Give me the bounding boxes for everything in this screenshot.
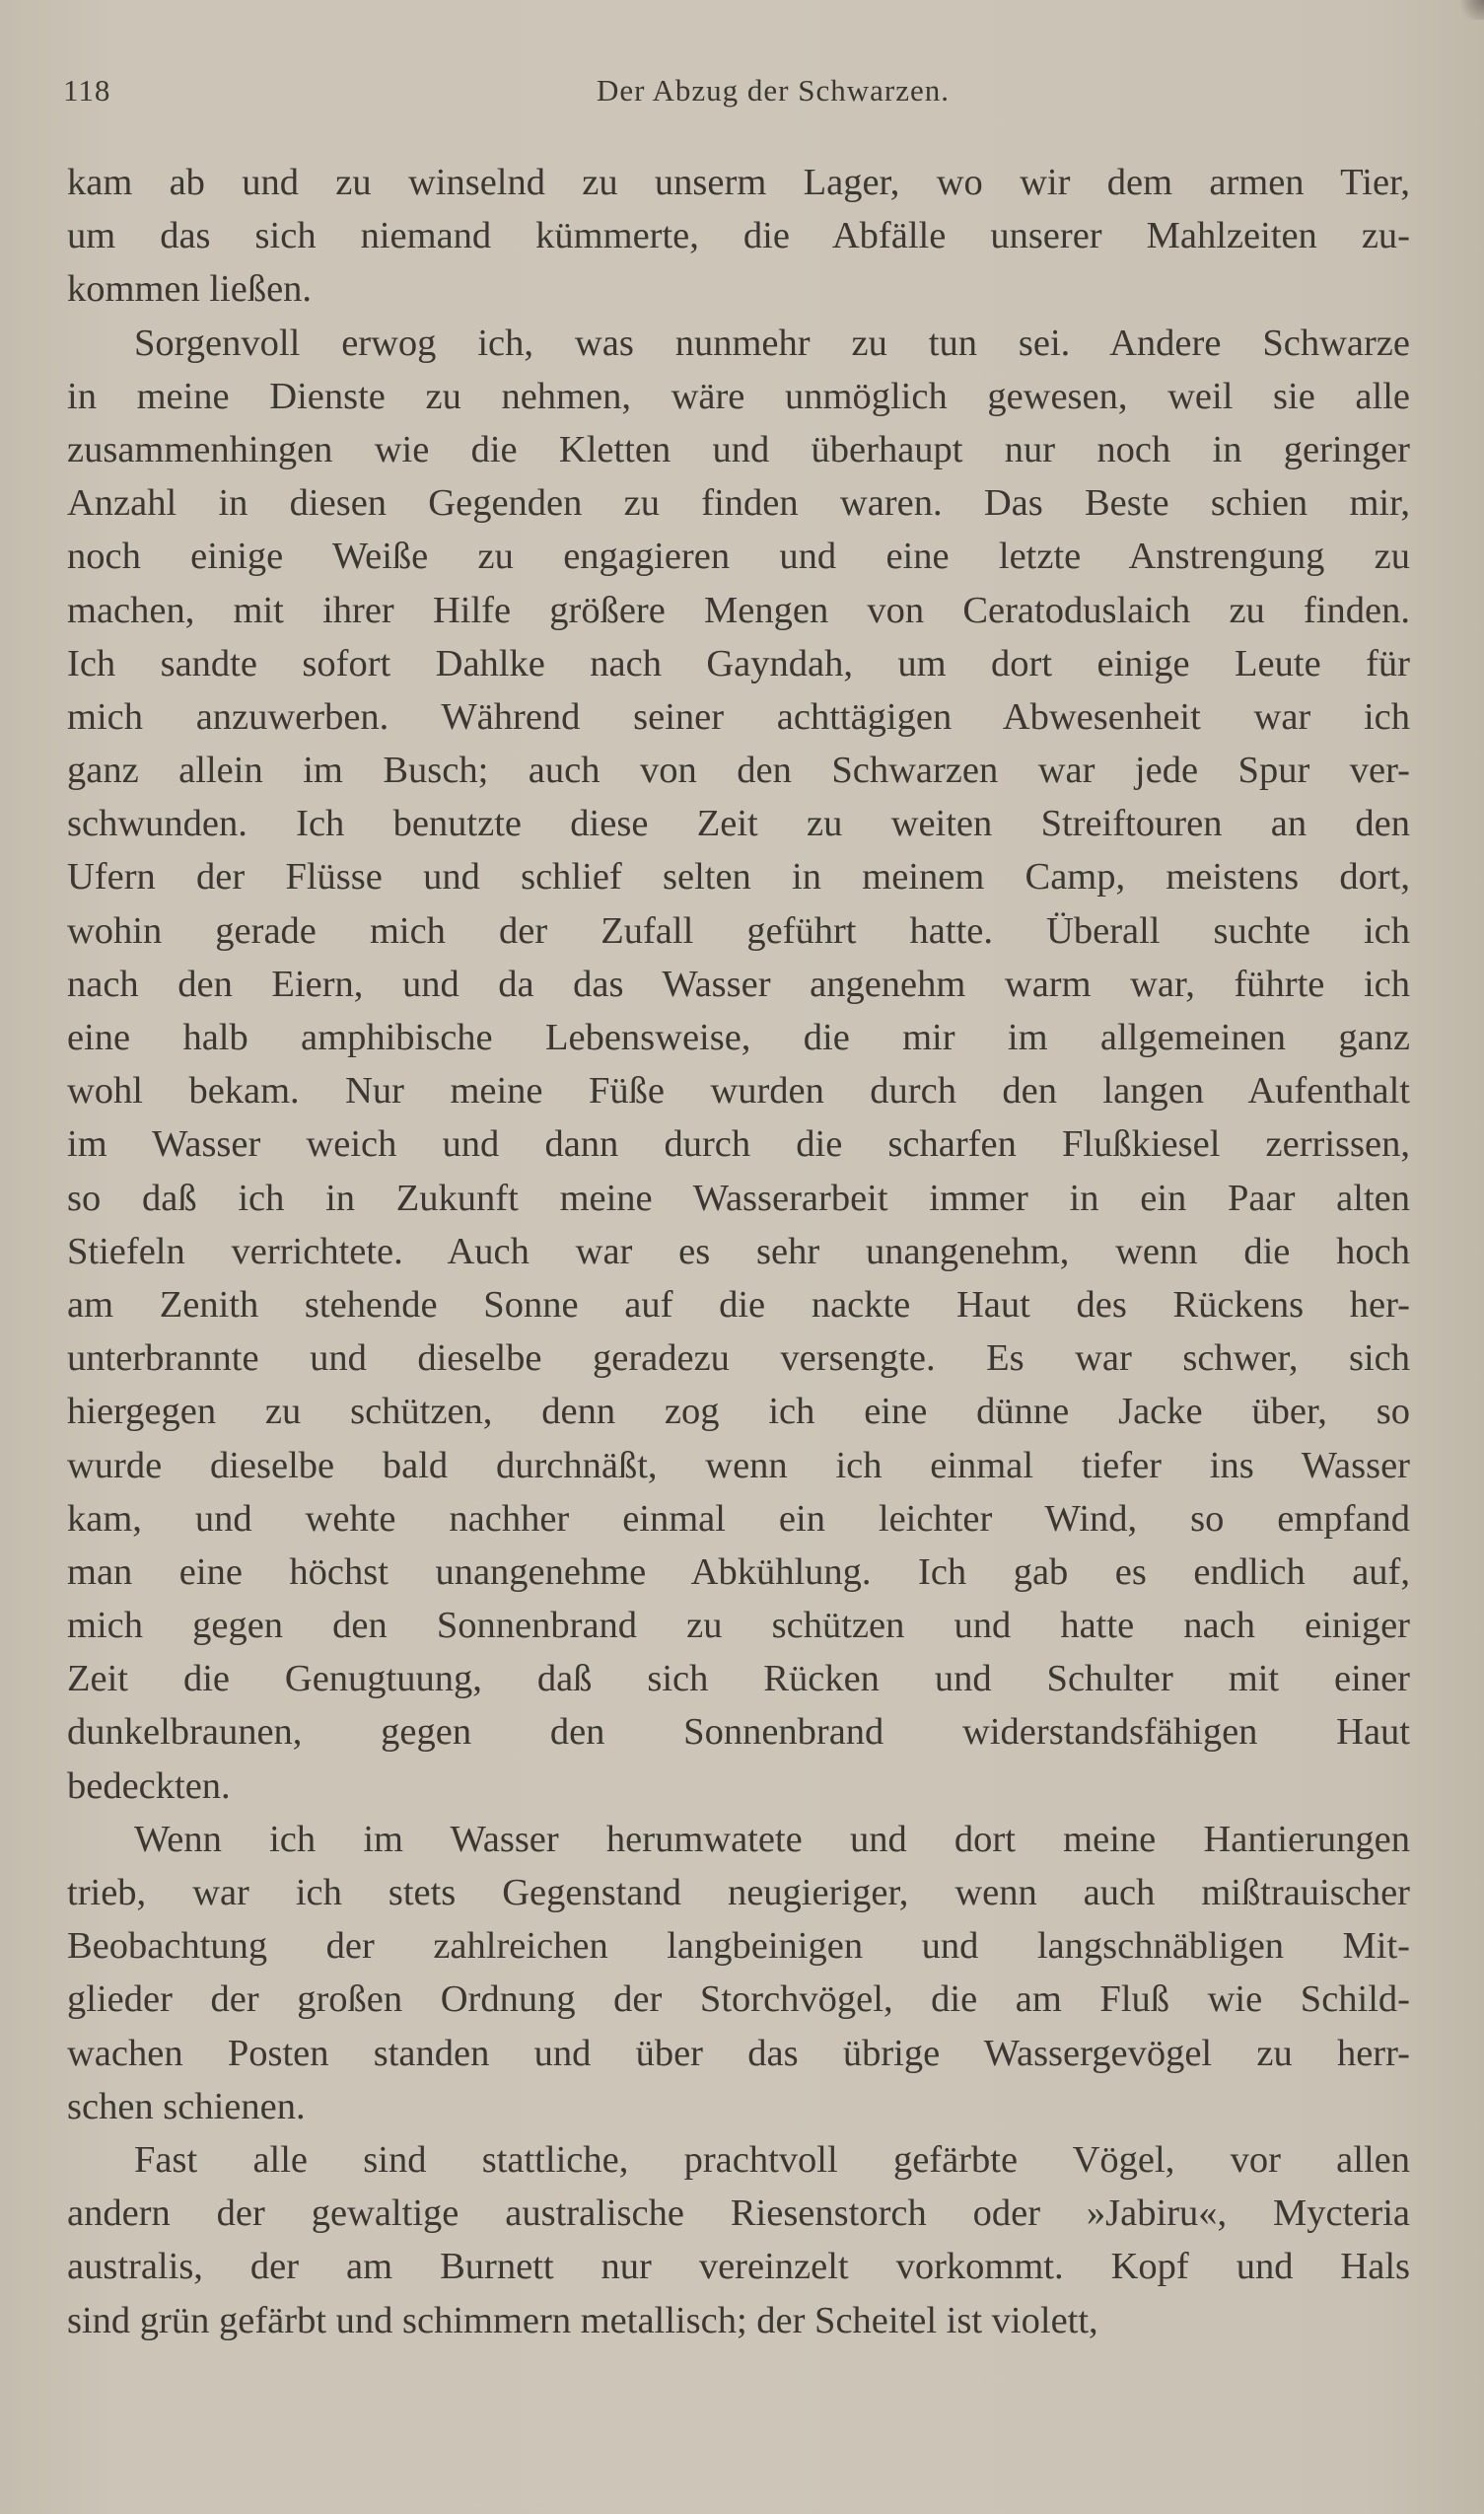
text-line: trieb, war ich stets Gegenstand neugieriger, wenn auch mißtrauischer [67, 1872, 1410, 1913]
text-line: um das sich niemand kümmerte, die Abfälle unserer Mahlzeiten zu- [67, 215, 1410, 257]
text-line: sind grün gefärbt und schimmern metallisch; der Scheitel ist violett, [67, 2299, 1098, 2341]
paragraph [67, 156, 1410, 317]
text-line: schen schienen. [67, 2085, 306, 2127]
text-line: Stiefeln verrichtete. Auch war es sehr unangenehm, wenn die hoch [67, 1230, 1410, 1272]
text-line: Anzahl in diesen Gegenden zu finden waren. Das Beste schien mir, [67, 482, 1410, 525]
text-line: Sorgenvoll erwog ich, was nunmehr zu tun sei. Andere Schwarze [134, 322, 1410, 364]
text-line: nach den Eiern, und da das Wasser angenehm warm war, führte ich [67, 963, 1410, 1005]
text-line: mich anzuwerben. Während seiner achttägigen Abwesenheit war ich [67, 695, 1410, 738]
page-header [63, 73, 1404, 122]
page-corner-shadow [1454, 0, 1484, 20]
text-line: zusammenhingen wie die Kletten und überhaupt nur noch in geringer [67, 428, 1410, 470]
text-line: kommen ließen. [67, 268, 313, 311]
paragraph [67, 1813, 1410, 2133]
text-line: Wenn ich im Wasser herumwatete und dort meine Hantierungen [134, 1818, 1410, 1860]
text-line: ganz allein im Busch; auch von den Schwarzen war jede Spur ver- [67, 750, 1410, 792]
text-line: unterbrannte und dieselbe geradezu versengte. Es war schwer, sich [67, 1337, 1410, 1380]
text-line: so daß ich in Zukunft meine Wasserarbeit immer in ein Paar alten [67, 1177, 1410, 1219]
text-line: wohl bekam. Nur meine Füße wurden durch den langen Aufenthalt [67, 1070, 1410, 1113]
text-line: wohin gerade mich der Zufall geführt hatte. Überall suchte ich [67, 909, 1410, 952]
text-line: wurde dieselbe bald durchnäßt, wenn ich einmal tiefer ins Wasser [67, 1444, 1410, 1486]
text-line: glieder der großen Ordnung der Storchvögel, die am Fluß wie Schild- [67, 1978, 1410, 2021]
text-line: hiergegen zu schützen, denn zog ich eine dünne Jacke über, so [67, 1391, 1410, 1433]
paragraph [67, 2133, 1410, 2347]
text-line: eine halb amphibische Lebensweise, die mir im allgemeinen ganz [67, 1017, 1410, 1058]
paragraph [67, 317, 1410, 1813]
text-line: im Wasser weich und dann durch die scharfen Flußkiesel zerrissen, [67, 1123, 1410, 1166]
text-line: Fast alle sind stattliche, prachtvoll gefärbte Vögel, vor allen [134, 2138, 1410, 2181]
text-line: Zeit die Genugtuung, daß sich Rücken und Schulter mit einer [67, 1658, 1410, 1700]
text-line: kam, und wehte nachher einmal ein leichter Wind, so empfand [67, 1497, 1410, 1540]
running-title: Der Abzug der Schwarzen. [597, 73, 950, 108]
text-line: in meine Dienste zu nehmen, wäre unmöglich gewesen, weil sie alle [67, 375, 1410, 417]
text-line: machen, mit ihrer Hilfe größere Mengen von Ceratoduslaich zu finden. [67, 589, 1410, 631]
text-line: Ufern der Flüsse und schlief selten in meinem Camp, meistens dort, [67, 856, 1410, 898]
text-line: dunkelbraunen, gegen den Sonnenbrand widerstandsfähigen Haut [67, 1711, 1410, 1754]
text-line: australis, der am Burnett nur vereinzelt vorkommt. Kopf und Hals [67, 2246, 1410, 2288]
text-line: wachen Posten standen und über das übrige Wassergevögel zu herr- [67, 2032, 1410, 2074]
page-number: 118 [63, 73, 111, 108]
text-line: man eine höchst unangenehme Abkühlung. Ich gab es endlich auf, [67, 1550, 1410, 1593]
text-line: mich gegen den Sonnenbrand zu schützen und hatte nach einiger [67, 1605, 1410, 1647]
body-text [67, 156, 1410, 2347]
text-line: am Zenith stehende Sonne auf die nackte Haut des Rückens her- [67, 1283, 1410, 1326]
text-line: Beobachtung der zahlreichen langbeinigen und langschnäbligen Mit- [67, 1925, 1410, 1968]
text-line: bedeckten. [67, 1764, 231, 1807]
text-line: kam ab und zu winselnd zu unserm Lager, wo wir dem armen Tier, [67, 162, 1410, 203]
text-line: noch einige Weiße zu engagieren und eine letzte Anstrengung zu [67, 536, 1410, 578]
text-line: Ich sandte sofort Dahlke nach Gayndah, um dort einige Leute für [67, 642, 1410, 684]
text-line: schwunden. Ich benutzte diese Zeit zu weiten Streiftouren an den [67, 803, 1410, 845]
text-line: andern der gewaltige australische Riesenstorch oder »Jabiru«, Mycteria [67, 2192, 1410, 2235]
